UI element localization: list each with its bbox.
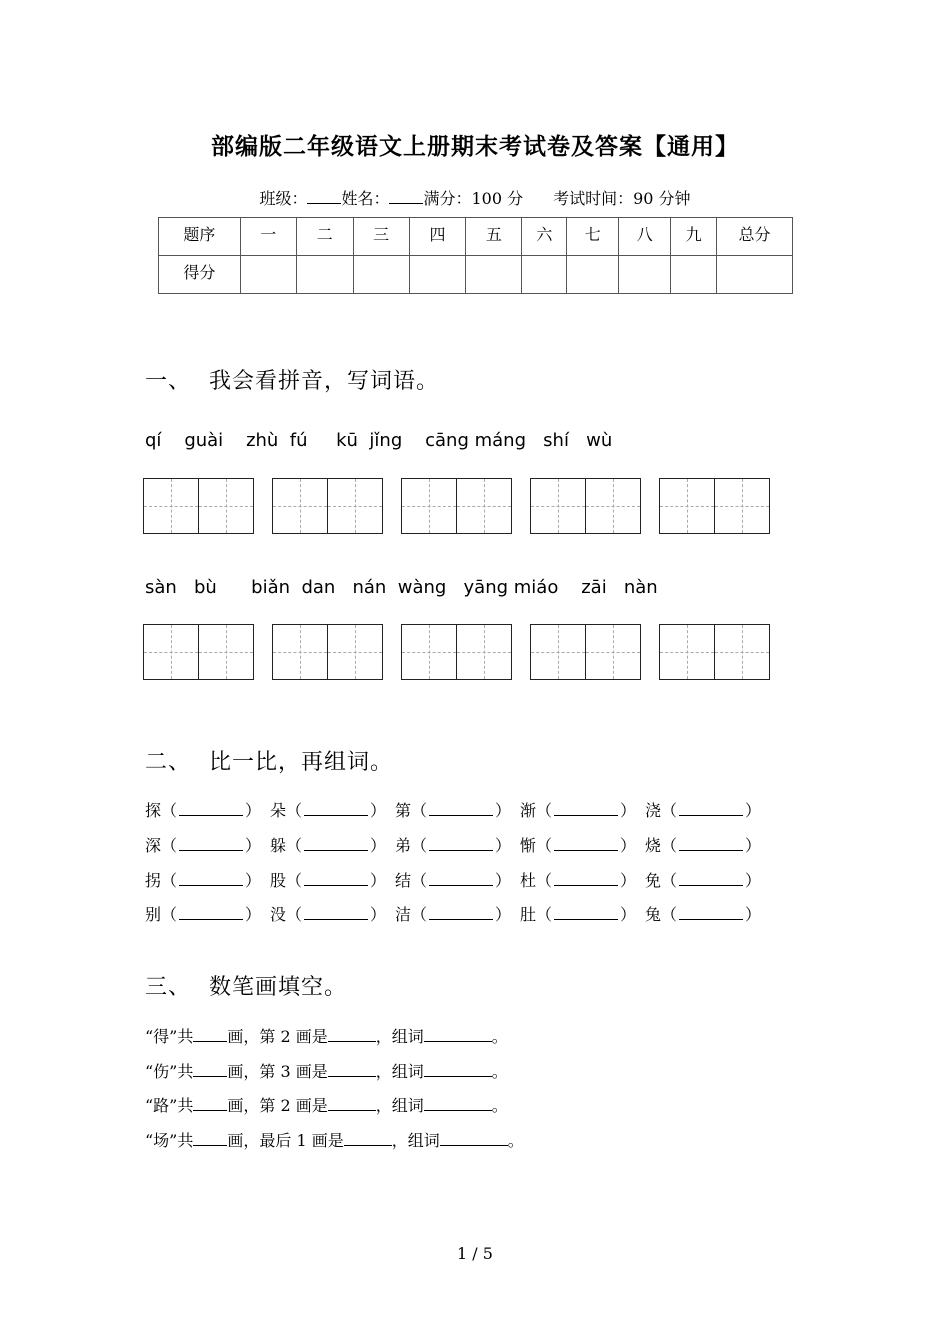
stroke-mid-label: 画，第 2 画是: [227, 1027, 328, 1046]
compare-item: 洁（ ）: [395, 905, 512, 924]
header-cell: 六: [522, 218, 567, 256]
stroke-mid-label: 画，第 2 画是: [227, 1096, 328, 1115]
compare-item: 免（ ）: [645, 871, 762, 890]
word-blank[interactable]: [304, 906, 368, 920]
writing-box[interactable]: [272, 478, 383, 534]
header-cell: 五: [466, 218, 522, 256]
compare-item: 杜（ ）: [520, 871, 637, 890]
stroke-count-blank[interactable]: [193, 1063, 227, 1077]
pinyin-row-1: qí guài zhù fú kū jǐng cāng máng shí wù: [145, 430, 613, 451]
stroke-mid-label: 画，最后 1 画是: [227, 1131, 344, 1150]
compare-char: 肚: [520, 905, 537, 924]
full-score: 满分：100 分: [423, 189, 524, 208]
score-cell[interactable]: [671, 256, 717, 294]
score-cell[interactable]: [353, 256, 409, 294]
compare-item: 弟（ ）: [395, 836, 512, 855]
score-cell[interactable]: [522, 256, 567, 294]
word-blank[interactable]: [424, 1063, 492, 1077]
compare-char: 别: [145, 905, 162, 924]
word-blank[interactable]: [179, 906, 243, 920]
stroke-count-blank[interactable]: [193, 1028, 227, 1042]
end-mark: 。: [491, 1096, 508, 1115]
compare-row: [145, 902, 770, 925]
word-blank[interactable]: [424, 1028, 492, 1042]
compare-char: 深: [145, 836, 162, 855]
writing-box[interactable]: [272, 624, 383, 680]
stroke-name-blank[interactable]: [328, 1063, 376, 1077]
exam-info: [0, 186, 950, 209]
stroke-tail-label: ，组词: [391, 1131, 440, 1150]
page-title: 部编版二年级语文上册期末考试卷及答案【通用】: [211, 134, 739, 160]
section2-title: 比一比，再组词。: [209, 750, 394, 775]
word-blank[interactable]: [304, 837, 368, 851]
stroke-mid-label: 画，第 3 画是: [227, 1062, 328, 1081]
writing-box[interactable]: [143, 478, 254, 534]
page-number: 1 / 5: [457, 1244, 493, 1263]
score-cell[interactable]: [567, 256, 619, 294]
writing-box[interactable]: [401, 624, 512, 680]
stroke-count-blank[interactable]: [193, 1132, 227, 1146]
word-blank[interactable]: [179, 872, 243, 886]
compare-item: 惭（ ）: [520, 836, 637, 855]
section1-heading: [145, 364, 439, 395]
header-cell: 四: [409, 218, 466, 256]
word-blank[interactable]: [679, 872, 743, 886]
compare-item: 别（ ）: [145, 905, 262, 924]
compare-row: [145, 798, 770, 821]
writing-box[interactable]: [659, 624, 770, 680]
score-table: [158, 217, 793, 294]
score-header-row: [159, 218, 793, 256]
class-label: 班级：: [259, 189, 308, 208]
end-mark: 。: [507, 1131, 524, 1150]
section1-number: 一、: [145, 369, 192, 394]
header-cell: 一: [240, 218, 296, 256]
compare-item: 拐（ ）: [145, 871, 262, 890]
writing-box[interactable]: [143, 624, 254, 680]
stroke-char-label: “伤”共: [145, 1062, 194, 1081]
word-blank[interactable]: [429, 906, 493, 920]
stroke-count-blank[interactable]: [193, 1097, 227, 1111]
writing-box[interactable]: [530, 478, 641, 534]
compare-char: 惭: [520, 836, 537, 855]
word-blank[interactable]: [304, 872, 368, 886]
compare-item: 兔（ ）: [645, 905, 762, 924]
compare-item: 朵（ ）: [270, 801, 387, 820]
section2-heading: [145, 745, 393, 776]
stroke-tail-label: ，组词: [375, 1027, 424, 1046]
section1-title: 我会看拼音，写词语。: [209, 369, 440, 394]
end-mark: 。: [491, 1062, 508, 1081]
section3-heading: [145, 970, 347, 1001]
exam-time: 考试时间：90 分钟: [553, 189, 691, 208]
stroke-char-label: “得”共: [145, 1027, 194, 1046]
compare-char: 股: [270, 871, 287, 890]
score-cell[interactable]: [296, 256, 353, 294]
stroke-tail-label: ，组词: [375, 1096, 424, 1115]
stroke-question: [145, 1024, 508, 1047]
compare-char: 朵: [270, 801, 287, 820]
end-mark: 。: [491, 1027, 508, 1046]
pinyin-row-2: sàn bù biǎn dan nán wàng yāng miáo zāi nàn: [145, 577, 658, 598]
word-blank[interactable]: [554, 837, 618, 851]
stroke-char-label: “路”共: [145, 1096, 194, 1115]
score-cell[interactable]: [466, 256, 522, 294]
score-row-label: 得分: [159, 256, 241, 294]
word-blank[interactable]: [554, 906, 618, 920]
word-blank[interactable]: [179, 837, 243, 851]
stroke-question: [145, 1128, 524, 1151]
compare-char: 烧: [645, 836, 662, 855]
writing-box[interactable]: [530, 624, 641, 680]
word-blank[interactable]: [429, 802, 493, 816]
word-blank[interactable]: [424, 1097, 492, 1111]
word-blank[interactable]: [429, 837, 493, 851]
compare-char: 拐: [145, 871, 162, 890]
compare-char: 第: [395, 801, 412, 820]
score-value-row: [159, 256, 793, 294]
compare-item: 烧（ ）: [645, 836, 762, 855]
stroke-name-blank[interactable]: [328, 1028, 376, 1042]
writing-box[interactable]: [659, 478, 770, 534]
word-blank[interactable]: [440, 1132, 508, 1146]
header-cell: 七: [567, 218, 619, 256]
compare-item: 渐（ ）: [520, 801, 637, 820]
compare-char: 结: [395, 871, 412, 890]
word-blank[interactable]: [554, 802, 618, 816]
compare-item: 浇（ ）: [645, 801, 762, 820]
writing-box[interactable]: [401, 478, 512, 534]
compare-char: 躲: [270, 836, 287, 855]
stroke-question: [145, 1059, 508, 1082]
header-cell: 二: [296, 218, 353, 256]
compare-item: 结（ ）: [395, 871, 512, 890]
class-blank[interactable]: [307, 189, 341, 204]
compare-char: 洁: [395, 905, 412, 924]
stroke-name-blank[interactable]: [344, 1132, 392, 1146]
compare-char: 杜: [520, 871, 537, 890]
word-blank[interactable]: [679, 906, 743, 920]
header-cell: 题序: [159, 218, 241, 256]
header-cell: 总分: [717, 218, 793, 256]
word-blank[interactable]: [179, 802, 243, 816]
name-blank[interactable]: [389, 189, 423, 204]
score-cell[interactable]: [717, 256, 793, 294]
compare-item: 没（ ）: [270, 905, 387, 924]
compare-item: 第（ ）: [395, 801, 512, 820]
stroke-name-blank[interactable]: [328, 1097, 376, 1111]
compare-char: 没: [270, 905, 287, 924]
compare-item: 探（ ）: [145, 801, 262, 820]
compare-row: [145, 868, 770, 891]
word-blank[interactable]: [679, 837, 743, 851]
header-cell: 九: [671, 218, 717, 256]
compare-row: [145, 833, 770, 856]
word-blank[interactable]: [554, 872, 618, 886]
compare-item: 股（ ）: [270, 871, 387, 890]
score-cell[interactable]: [240, 256, 296, 294]
compare-char: 渐: [520, 801, 537, 820]
header-cell: 三: [353, 218, 409, 256]
compare-item: 躲（ ）: [270, 836, 387, 855]
stroke-char-label: “场”共: [145, 1131, 194, 1150]
word-blank[interactable]: [304, 802, 368, 816]
word-blank[interactable]: [429, 872, 493, 886]
word-blank[interactable]: [679, 802, 743, 816]
score-cell[interactable]: [409, 256, 466, 294]
compare-item: 深（ ）: [145, 836, 262, 855]
score-cell[interactable]: [619, 256, 671, 294]
stroke-question: [145, 1093, 508, 1116]
section3-title: 数笔画填空。: [209, 975, 348, 1000]
header-cell: 八: [619, 218, 671, 256]
compare-char: 兔: [645, 905, 662, 924]
name-label: 姓名：: [341, 189, 390, 208]
stroke-tail-label: ，组词: [375, 1062, 424, 1081]
section2-number: 二、: [145, 750, 192, 775]
compare-char: 免: [645, 871, 662, 890]
compare-char: 浇: [645, 801, 662, 820]
section3-number: 三、: [145, 975, 192, 1000]
compare-item: 肚（ ）: [520, 905, 637, 924]
compare-char: 弟: [395, 836, 412, 855]
compare-char: 探: [145, 801, 162, 820]
